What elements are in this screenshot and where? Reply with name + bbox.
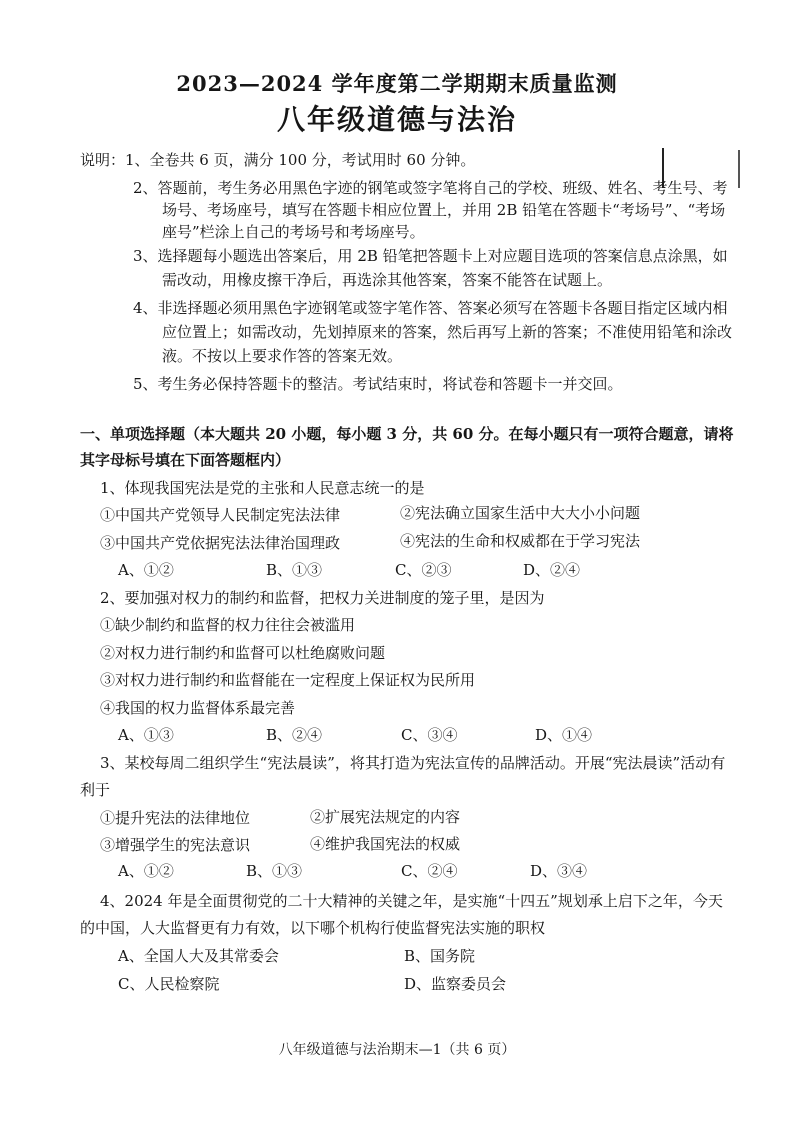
section-heading: 一、单项选择题（本大题共 20 小题，每小题 3 分，共 60 分。在每小题只有一项符合题意，请将	[80, 425, 734, 443]
question-item: ①提升宪法的法律地位	[100, 809, 251, 827]
question-stem: 2、要加强对权力的制约和监督，把权力关进制度的笼子里，是因为	[100, 589, 545, 607]
instruction-line: 液。不按以上要求作答的答案无效。	[162, 347, 403, 365]
scan-mark	[738, 150, 740, 188]
answer-choice: C、②③	[395, 561, 452, 579]
answer-choice: D、①④	[535, 726, 593, 744]
question-item: ③对权力进行制约和监督能在一定程度上保证权为民所用	[100, 671, 476, 689]
answer-choice: B、②④	[266, 726, 323, 744]
instruction-line: 2、答题前，考生务必用黑色字迹的钢笔或签字笔将自己的学校、班级、姓名、考生号、考	[133, 179, 728, 197]
question-item: ④我国的权力监督体系最完善	[100, 699, 296, 717]
question-item: ①缺少制约和监督的权力往往会被滥用	[100, 616, 356, 634]
answer-choice: D、③④	[530, 862, 588, 880]
question-item: ③增强学生的宪法意识	[100, 836, 251, 854]
answer-choice: A、①②	[118, 862, 174, 880]
page-footer: 八年级道德与法治期末—1（共 6 页）	[278, 1042, 516, 1058]
question-item: ④宪法的生命和权威都在于学习宪法	[400, 532, 641, 550]
instruction-line: 需改动，用橡皮擦干净后，再选涂其他答案，答案不能答在试题上。	[162, 271, 613, 289]
question-item: ②对权力进行制约和监督可以杜绝腐败问题	[100, 644, 386, 662]
question-item: ①中国共产党领导人民制定宪法法律	[100, 506, 341, 524]
section-heading: 其字母标号填在下面答题框内）	[80, 451, 291, 469]
answer-choice: C、②④	[401, 862, 458, 880]
exam-title: 2023—2024 学年度第二学期期末质量监测	[176, 71, 618, 96]
instruction-line: 场号、考场座号，填写在答题卡相应位置上，并用 2B 铅笔在答题卡“考场号”、“考场	[162, 201, 726, 219]
instruction-line: 5、考生务必保持答题卡的整洁。考试结束时，将试卷和答题卡一并交回。	[133, 375, 623, 393]
instruction-line: 座号”栏涂上自己的考场号和考场座号。	[162, 223, 425, 241]
question-item: ②扩展宪法规定的内容	[310, 808, 461, 826]
question-stem: 1、体现我国宪法是党的主张和人民意志统一的是	[100, 479, 425, 497]
instruction-line: 说明：1、全卷共 6 页，满分 100 分，考试用时 60 分钟。	[80, 151, 476, 169]
question-stem: 利于	[80, 781, 111, 799]
instruction-line: 3、选择题每小题选出答案后，用 2B 铅笔把答题卡上对应题目选项的答案信息点涂黑，如	[133, 247, 728, 265]
answer-choice: B、①③	[246, 862, 303, 880]
instruction-line: 4、非选择题必须用黑色字迹钢笔或签字笔作答、答案必须写在答题卡各题目指定区域内相	[133, 299, 728, 317]
question-stem: 3、某校每周二组织学生“宪法晨读”，将其打造为宪法宣传的品牌活动。开展“宪法晨读”活动有	[100, 754, 726, 772]
question-stem: 的中国，人大监督更有力有效，以下哪个机构行使监督宪法实施的职权	[80, 919, 546, 937]
question-item: ④维护我国宪法的权威	[310, 835, 461, 853]
answer-choice: A、①②	[118, 561, 174, 579]
question-item: ②宪法确立国家生活中大大小小问题	[400, 504, 641, 522]
question-stem: 4、2024 年是全面贯彻党的二十大精神的关键之年，是实施“十四五”规划承上启下之年，今天	[100, 892, 723, 910]
question-item: ③中国共产党依据宪法法律治国理政	[100, 534, 341, 552]
answer-choice: C、人民检察院	[118, 975, 220, 993]
answer-choice: A、①③	[118, 726, 174, 744]
exam-subject: 八年级道德与法治	[276, 103, 517, 136]
answer-choice: C、③④	[401, 726, 458, 744]
answer-choice: D、监察委员会	[404, 975, 507, 993]
answer-choice: B、①③	[266, 561, 323, 579]
answer-choice: A、全国人大及其常委会	[118, 947, 279, 965]
answer-choice: D、②④	[523, 561, 581, 579]
answer-choice: B、国务院	[404, 947, 476, 965]
instruction-line: 应位置上；如需改动，先划掉原来的答案，然后再写上新的答案；不准使用铅笔和涂改	[162, 323, 733, 341]
